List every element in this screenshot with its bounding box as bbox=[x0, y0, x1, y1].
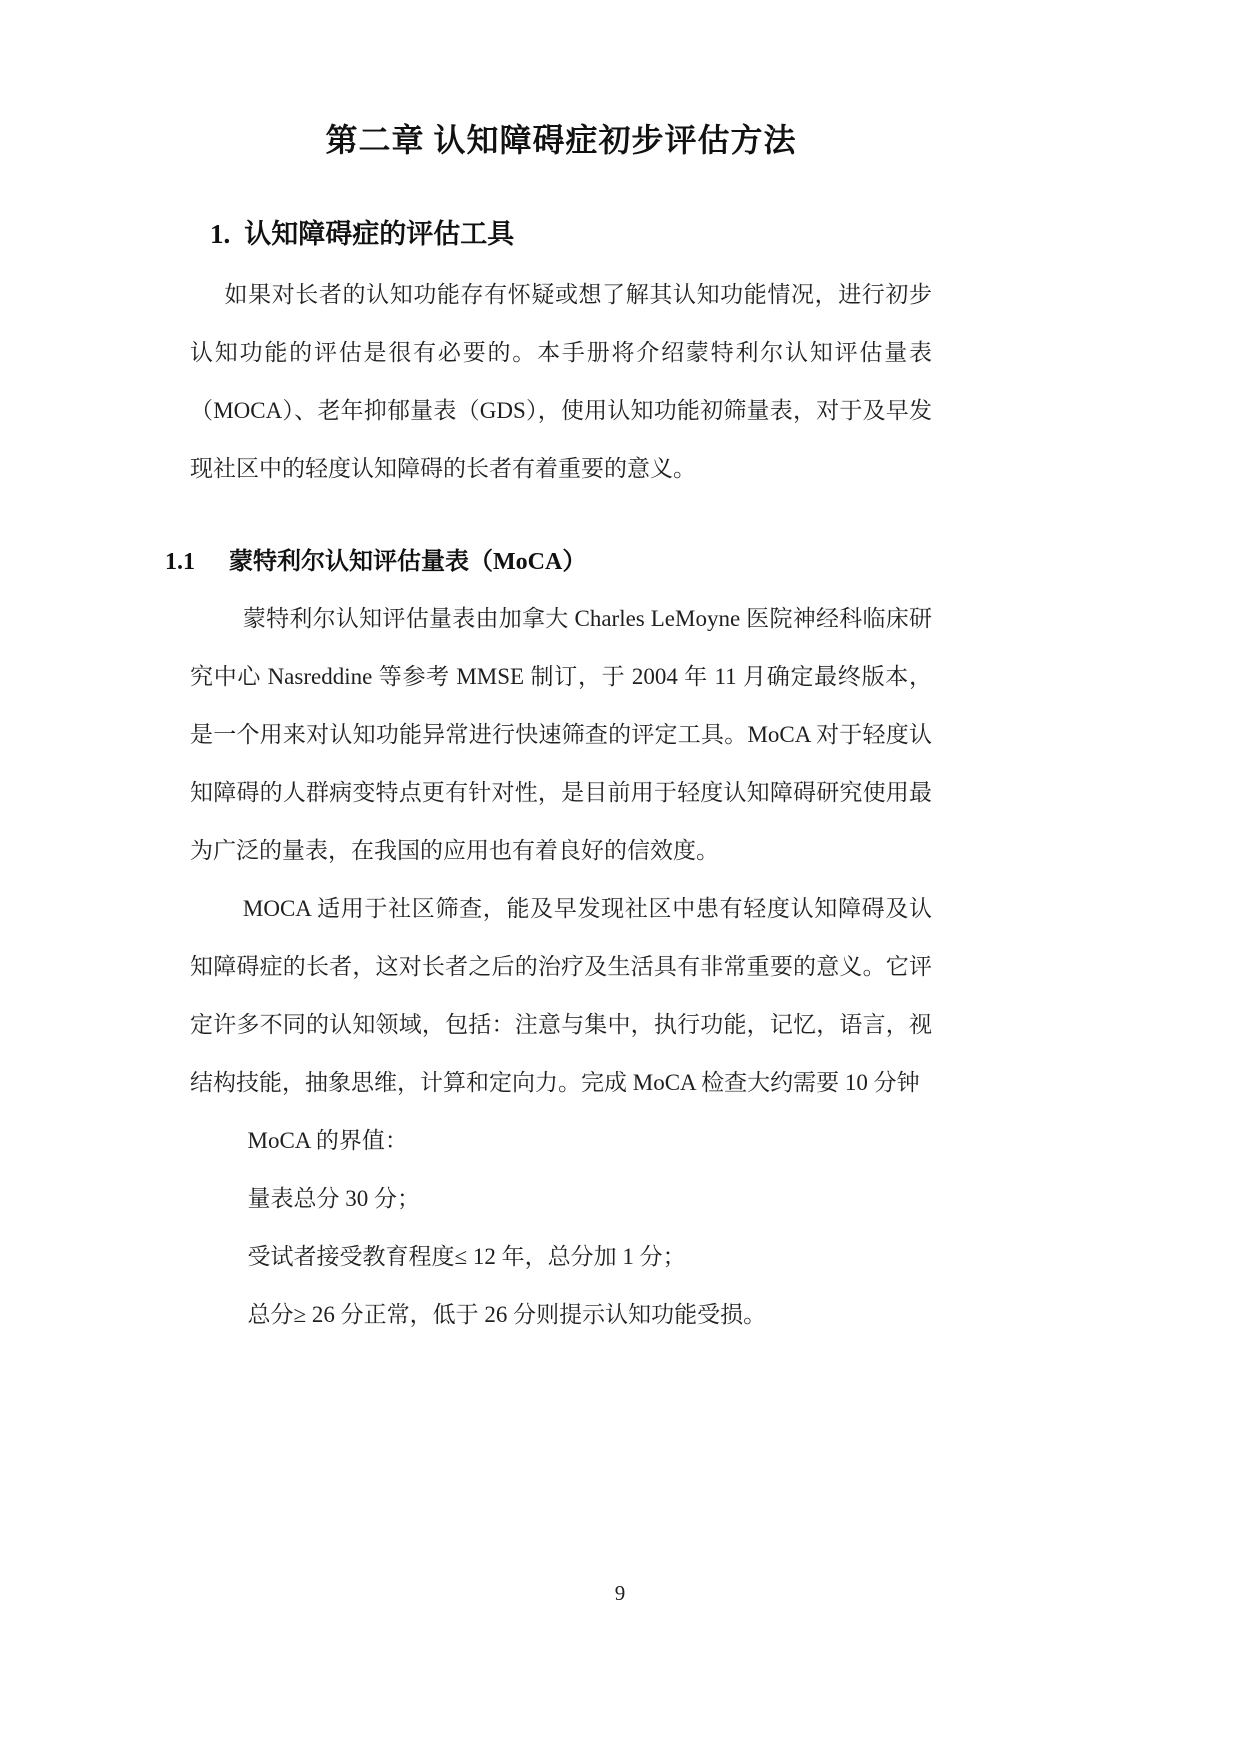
section-1-1-paragraph-2: MOCA 适用于社区筛查，能及早发现社区中患有轻度认知障碍及认知障碍症的长者，这对长者之后的治疗及生活具有非常重要的意义。它评定许多不同的认知领域，包括：注意与集中，执行功能，记忆，语言，视结构技能，抽象思维，计算和定向力。完成 MoCA 检查大约需要 10 分钟 bbox=[190, 896, 932, 1095]
section-1-1-heading bbox=[165, 544, 932, 580]
moca-education-adjustment-line: 受试者接受教育程度≤ 12 年，总分加 1 分； bbox=[247, 1244, 686, 1269]
section-1-number: 1. bbox=[210, 219, 231, 249]
moca-total-score-line: 量表总分 30 分； bbox=[247, 1186, 420, 1211]
document-title: 第二章 认知障碍症初步评估方法 bbox=[325, 122, 797, 158]
section-1-heading bbox=[210, 214, 932, 254]
section-1-1-number: 1.1 bbox=[165, 549, 195, 575]
section-1-paragraph: 如果对长者的认知功能存有怀疑或想了解其认知功能情况，进行初步认知功能的评估是很有必要的。本手册将介绍蒙特利尔认知评估量表（MOCA）、老年抑郁量表（GDS），使用认知功能初筛量表，对于及早发现社区中的轻度认知障碍的长者有着重要的意义。 bbox=[190, 282, 932, 481]
page-number: 9 bbox=[614, 1581, 626, 1605]
moca-normal-threshold-line: 总分≥ 26 分正常，低于 26 分则提示认知功能受损。 bbox=[247, 1302, 767, 1327]
section-1-1-paragraph-1: 蒙特利尔认知评估量表由加拿大 Charles LeMoyne 医院神经科临床研究中心 Nasreddine 等参考 MMSE 制订，于 2004 年 11 月确定最终版本，是一个用来对认知功能异常进行快速筛查的评定工具。MoCA 对于轻度认知障碍的人群病变特点更有针对性，是目前用于轻度认知障碍研究使用最为广泛的量表，在我国的应用也有着良好的信效度。 bbox=[190, 606, 932, 863]
moca-cutoff-heading-line: MoCA 的界值： bbox=[247, 1128, 408, 1153]
section-1-1-title: 蒙特利尔认知评估量表（MoCA） bbox=[229, 549, 587, 575]
section-1-title: 认知障碍症的评估工具 bbox=[244, 219, 515, 249]
